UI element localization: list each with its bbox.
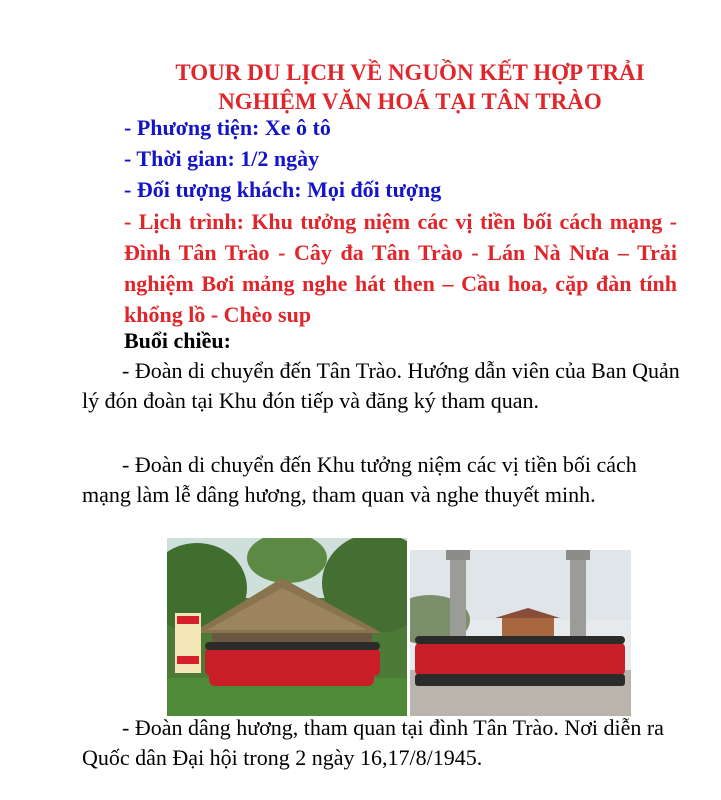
duration-info: - Thời gian: 1/2 ngày (124, 146, 320, 171)
paragraph-communal-house (82, 713, 682, 773)
paragraph-memorial (82, 450, 682, 510)
afternoon-heading: Buổi chiều: (124, 328, 231, 353)
paragraph-arrival (82, 356, 682, 416)
title-line-2: NGHIỆM VĂN HOÁ TẠI TÂN TRÀO (218, 89, 602, 114)
paragraph-arrival-text: - Đoàn di chuyển đến Tân Trào. Hướng dẫn viên của Ban Quản lý đón đoàn tại Khu đón tiếp và đăng ký tham quan. (82, 358, 680, 413)
schedule-info: - Lịch trình: Khu tưởng niệm các vị tiền bối cách mạng - Đình Tân Trào - Cây đa Tân Trào - Lán Nà Nưa – Trải nghiệm Bơi mảng nghe hát then – Cầu hoa, cặp đàn tính khổng lồ - Chèo sup (124, 209, 677, 327)
document-title (120, 58, 700, 116)
paragraph-communal-house-text: - Đoàn dâng hương, tham quan tại đình Tân Trào. Nơi diễn ra Quốc dân Đại hội trong 2 ngày 16,17/8/1945. (82, 715, 664, 770)
photo-group-memorial (410, 550, 631, 716)
paragraph-memorial-text: - Đoàn di chuyển đến Khu tưởng niệm các vị tiền bối cách mạng làm lễ dâng hương, tham quan và nghe thuyết minh. (82, 452, 637, 507)
transport-info: - Phương tiện: Xe ô tô (124, 115, 331, 140)
title-line-1: TOUR DU LỊCH VỀ NGUỒN KẾT HỢP TRẢI (175, 60, 645, 85)
photo-group-stilt-house (167, 538, 407, 716)
audience-info: - Đối tượng khách: Mọi đối tượng (124, 177, 442, 202)
